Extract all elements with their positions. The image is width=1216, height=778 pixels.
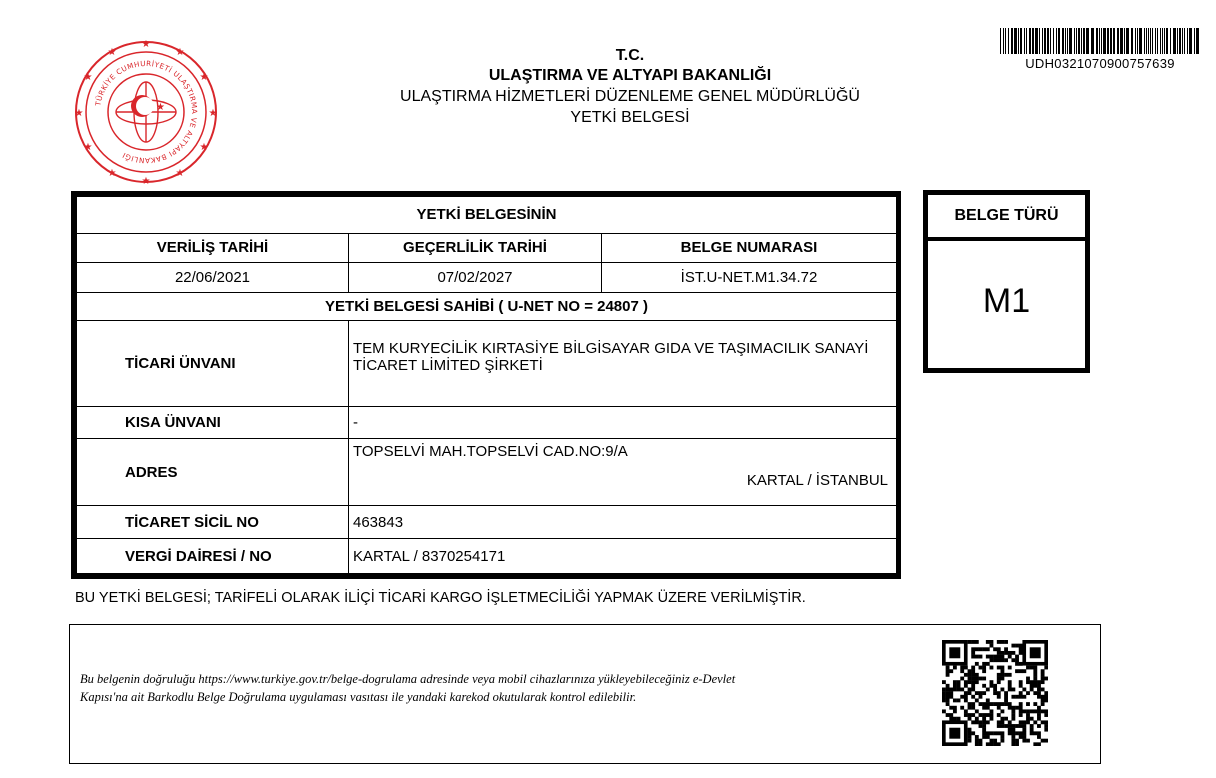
svg-text:★: ★ xyxy=(83,72,93,83)
barcode-number: UDH0321070900757639 xyxy=(1025,56,1175,71)
svg-text:★: ★ xyxy=(175,168,185,179)
header-tc: T.C. xyxy=(615,47,645,64)
svg-text:★: ★ xyxy=(107,168,117,179)
issue-date-value: 22/06/2021 xyxy=(77,262,349,293)
svg-text:★: ★ xyxy=(141,176,151,184)
svg-text:★: ★ xyxy=(199,142,209,153)
authorization-statement: BU YETKİ BELGESİ; TARİFELİ OLARAK İLİÇİ TİCARİ KARGO İŞLETMECİLİĞİ YAPMAK ÜZERE VERİLMİŞTİR. xyxy=(75,590,806,606)
tax-label: VERGİ DAİRESİ / NO xyxy=(77,539,349,574)
verification-line1: Bu belgenin doğruluğu https://www.turkiye.gov.tr/belge-dogrulama adresinde veya mobil cihazlarınıza yükleyebileceğiniz e-Devlet xyxy=(80,672,736,686)
trade-name-label: TİCARİ ÜNVANI xyxy=(77,320,349,406)
verification-line2: Kapısı'na ait Barkodlu Belge Doğrulama uygulaması vasıtası ile yandaki karekod okutularak kontrol edilebilir. xyxy=(80,690,637,704)
owner-title: YETKİ BELGESİ SAHİBİ ( U-NET NO = 24807 ) xyxy=(77,293,897,321)
svg-text:★: ★ xyxy=(107,47,117,58)
doc-type-value: M1 xyxy=(982,281,1031,320)
ministry-seal xyxy=(74,40,218,184)
doc-number-value: İST.U-NET.M1.34.72 xyxy=(602,262,897,293)
trade-name-value xyxy=(349,320,897,406)
address-label: ADRES xyxy=(77,438,349,506)
svg-text:★: ★ xyxy=(74,108,84,119)
qr-code xyxy=(942,640,1048,746)
svg-text:★: ★ xyxy=(83,142,93,153)
registry-label: TİCARET SİCİL NO xyxy=(77,506,349,539)
header-doc-title: YETKİ BELGESİ xyxy=(570,109,690,126)
doc-type-label: BELGE TÜRÜ xyxy=(928,195,1085,241)
document-header xyxy=(330,46,930,128)
validity-date-value: 07/02/2027 xyxy=(349,262,602,293)
header-directorate: ULAŞTIRMA HİZMETLERİ DÜZENLEME GENEL MÜDÜRLÜĞÜ xyxy=(400,88,860,105)
barcode xyxy=(1000,28,1200,54)
svg-text:★: ★ xyxy=(156,102,165,113)
validity-date-header: GEÇERLİLİK TARİHİ xyxy=(349,233,602,262)
address-value xyxy=(349,438,897,506)
issue-date-header: VERİLİŞ TARİHİ xyxy=(77,233,349,262)
tax-value: KARTAL / 8370254171 xyxy=(349,539,897,574)
doc-number-header: BELGE NUMARASI xyxy=(602,233,897,262)
section-title: YETKİ BELGESİNİN xyxy=(77,197,897,234)
registry-value: 463843 xyxy=(349,506,897,539)
trade-name-line1: TEM KURYECİLİK KIRTASİYE BİLGİSAYAR GIDA VE TAŞIMACILIK SANAYİ xyxy=(353,340,869,358)
trade-name-line2: TİCARET LİMİTED ŞİRKETİ xyxy=(353,357,543,375)
svg-text:★: ★ xyxy=(199,72,209,83)
svg-text:★: ★ xyxy=(175,47,185,58)
doc-type-box xyxy=(923,190,1090,373)
svg-text:★: ★ xyxy=(141,40,151,50)
verification-text xyxy=(80,670,920,706)
short-name-label: KISA ÜNVANI xyxy=(77,406,349,438)
svg-text:TÜRKİYE CUMHURİYETİ ULAŞTIRMA: TÜRKİYE CUMHURİYETİ ULAŞTIRMA VE ALTYAPI BAKANLIĞI xyxy=(93,58,200,166)
svg-text:★: ★ xyxy=(208,108,218,119)
address-line1: TOPSELVİ MAH.TOPSELVİ CAD.NO:9/A xyxy=(353,442,628,460)
address-line2: KARTAL / İSTANBUL xyxy=(746,471,889,489)
short-name-value: - xyxy=(349,406,897,438)
certificate-table xyxy=(71,191,901,579)
header-ministry: ULAŞTIRMA VE ALTYAPI BAKANLIĞI xyxy=(488,67,772,84)
